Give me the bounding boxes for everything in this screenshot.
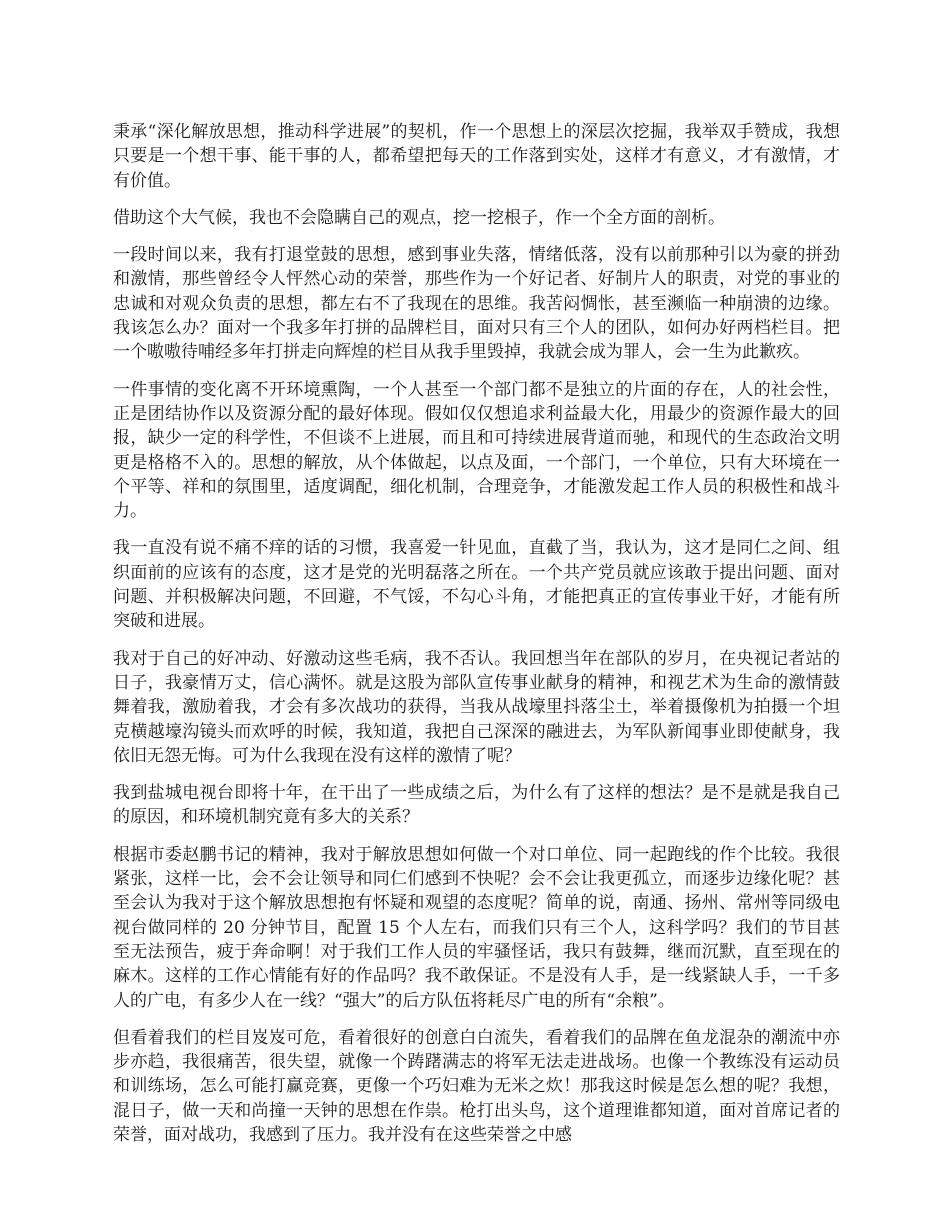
document-body: [113, 120, 840, 1160]
paragraph: 一段时间以来，我有打退堂鼓的思想，感到事业失落，情绪低落，没有以前那种引以为豪的拼劲和激情，那些曾经令人怦然心动的荣誉，那些作为一个好记者、好制片人的职责，对党的事业的忠诚和对观众负责的思想，都左右不了我现在的思维。我苦闷惆怅，甚至濒临一种崩溃的边缘。我该怎么办？面对一个我多年打拼的品牌栏目，面对只有三个人的团队，如何办好两档栏目。把一个嗷嗷待哺经多年打拼走向辉煌的栏目从我手里毁掉，我就会成为罪人，会一生为此歉疚。: [113, 245, 840, 363]
paragraph: 一件事情的变化离不开环境熏陶，一个人甚至一个部门都不是独立的片面的存在，人的社会性，正是团结协作以及资源分配的最好体现。假如仅仅想追求利益最大化，用最少的资源作最大的回报，缺少一定的科学性，不但谈不上进展，而且和可持续进展背道而驰，和现代的生态政治文明更是格格不入的。思想的解放，从个体做起，以点及面，一个部门，一个单位，只有大环境在一个平等、祥和的氛围里，适度调配，细化机制，合理竞争，才能激发起工作人员的积极性和战斗力。: [113, 379, 840, 522]
paragraph: 我对于自己的好冲动、好激动这些毛病，我不否认。我回想当年在部队的岁月，在央视记者站的日子，我豪情万丈，信心满怀。就是这股为部队宣传事业献身的精神，和视艺术为生命的激情鼓舞着我，激励着我，才会有多次战功的获得，当我从战壕里抖落尘土，举着摄像机为拍摄一个坦克横越壕沟镜头而欢呼的时候，我知道，我把自己深深的融进去，为军队新闻事业即使献身，我依旧无怨无悔。可为什么我现在没有这样的激情了呢？: [113, 648, 840, 766]
paragraph: 但看着我们的栏目岌岌可危，看着很好的创意白白流失，看着我们的品牌在鱼龙混杂的潮流中亦步亦趋，我很痛苦，很失望，就像一个踌躇满志的将军无法走进战场。也像一个教练没有运动员和训练场，怎么可能打赢竞赛，更像一个巧妇难为无米之炊！那我这时候是怎么想的呢？我想，混日子，做一天和尚撞一天钟的思想在作祟。枪打出头鸟，这个道理谁都知道，面对首席记者的荣誉，面对战功，我感到了压力。我并没有在这些荣誉之中感: [113, 1027, 840, 1145]
paragraph: 根据市委赵鹏书记的精神，我对于解放思想如何做一个对口单位、同一起跑线的作个比较。我很紧张，这样一比，会不会让领导和同仁们感到不快呢？会不会让我更孤立，而逐步边缘化呢？甚至会认为我对于这个解放思想抱有怀疑和观望的态度呢？简单的说，南通、扬州、常州等同级电视台做同样的 20 分钟节目，配置 15 个人左右，而我们只有三个人，这科学吗？我们的节目甚至无法预告，疲于奔命啊！对于我们工作人员的牢骚怪话，我只有鼓舞，继而沉默，直至现在的麻木。这样的工作心情能有好的作品吗？我不敢保证。不是没有人手，是一线紧缺人手，一千多人的广电，有多少人在一线？“强大”的后方队伍将耗尽广电的所有“余粮”。: [113, 844, 840, 1011]
paragraph: 我到盐城电视台即将十年，在干出了一些成绩之后，为什么有了这样的想法？是不是就是我自己的原因，和环境机制究竟有多大的关系？: [113, 783, 840, 828]
paragraph: 秉承“深化解放思想，推动科学进展”的契机，作一个思想上的深层次挖掘，我举双手赞成，我想只要是一个想干事、能干事的人，都希望把每天的工作落到实处，这样才有意义，才有激情，才有价值。: [113, 122, 840, 191]
paragraph: 我一直没有说不痛不痒的话的习惯，我喜爱一针见血，直截了当，我认为，这才是同仁之间、组织面前的应该有的态度，这才是党的光明磊落之所在。一个共产党员就应该敢于提出问题、面对问题、并积极解决问题，不回避，不气馁，不勾心斗角，才能把真正的宣传事业干好，才能有所突破和进展。: [113, 538, 840, 632]
paragraph: 借助这个大气候，我也不会隐瞒自己的观点，挖一挖根子，作一个全方面的剖析。: [113, 207, 725, 228]
